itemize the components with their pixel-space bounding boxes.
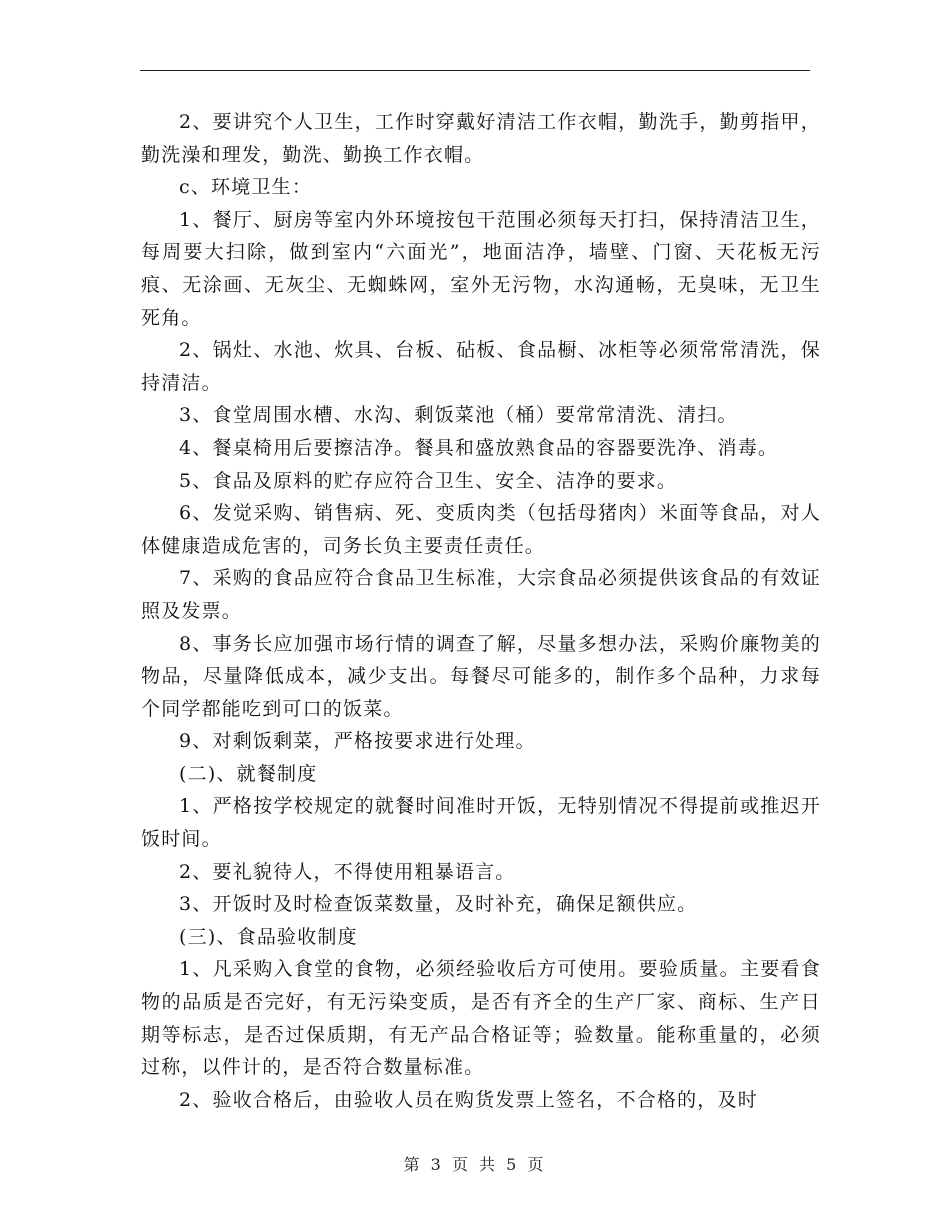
paragraph: 8、事务长应加强市场行情的调查了解，尽量多想办法，采购价廉物美的物品，尽量降低成本，减少支出。每餐尽可能多的，制作多个品种，力求每个同学都能吃到可口的饭菜。 (141, 632, 821, 720)
paragraph: 2、要礼貌待人，不得使用粗暴语言。 (179, 860, 516, 883)
paragraph: 1、凡采购入食堂的食物，必须经验收后方可使用。要验质量。主要看食物的品质是否完好，有无污染变质，是否有齐全的生产厂家、商标、生产日期等标志，是否过保质期，有无产品合格证等；验数量。能称重量的，必须过称，以件计的，是否符合数量标准。 (141, 958, 821, 1079)
paragraph: 6、发觉采购、销售病、死、变质肉类（包括母猪肉）米面等食品，对人体健康造成危害的，司务长负主要责任责任。 (141, 502, 821, 557)
page-number-footer: 第 3 页 共 5 页 (403, 1155, 547, 1174)
paragraph: 2、要讲究个人卫生，工作时穿戴好清洁工作衣帽，勤洗手，勤剪指甲，勤洗澡和理发，勤洗、勤换工作衣帽。 (141, 111, 821, 166)
paragraph: 5、食品及原料的贮存应符合卫生、安全、洁净的要求。 (179, 469, 678, 492)
section-heading: (二)、就餐制度 (179, 762, 318, 785)
section-heading: (三)、食品验收制度 (179, 925, 358, 948)
document-body (141, 106, 821, 1116)
paragraph: 9、对剩饭剩菜，严格按要求进行处理。 (179, 730, 536, 753)
paragraph: 3、食堂周围水槽、水沟、剩饭菜池（桶）要常常清洗、清扫。 (179, 404, 738, 427)
paragraph: 7、采购的食品应符合食品卫生标准，大宗食品必须提供该食品的有效证照及发票。 (141, 567, 821, 622)
paragraph: 2、验收合格后，由验收人员在购货发票上签名，不合格的，及时 (179, 1088, 758, 1111)
paragraph: 1、严格按学校规定的就餐时间准时开饭，无特别情况不得提前或推迟开饭时间。 (141, 795, 821, 851)
paragraph: 1、餐厅、厨房等室内外环境按包干范围必须每天打扫，保持清洁卫生，每周要大扫除，做到室内“六面光”，地面洁净，墙壁、门窗、天花板无污痕、无涂画、无灰尘、无蜘蛛网，室外无污物，水沟通畅，无臭味，无卫生死角。 (141, 208, 821, 329)
header-rule (140, 70, 810, 71)
paragraph: 4、餐桌椅用后要擦洁净。餐具和盛放熟食品的容器要洗净、消毒。 (179, 436, 779, 459)
paragraph: 2、锅灶、水池、炊具、台板、砧板、食品橱、冰柜等必须常常清洗，保持清洁。 (141, 339, 821, 394)
paragraph: 3、开饭时及时检查饭菜数量，及时补充，确保足额供应。 (179, 893, 698, 916)
section-heading: c、环境卫生： (179, 176, 313, 199)
